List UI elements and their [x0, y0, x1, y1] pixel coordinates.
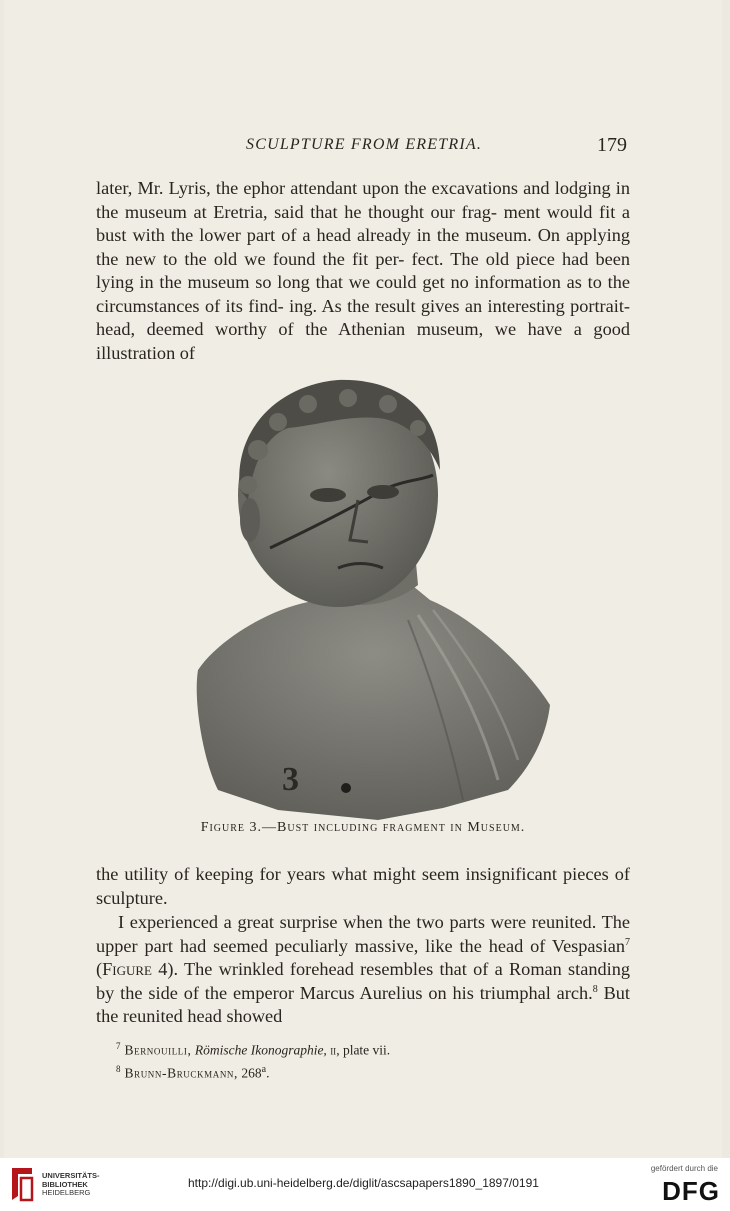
library-line: UNIVERSITÄTS-: [42, 1171, 100, 1180]
library-name: [42, 1172, 100, 1198]
footnote-ref-8: 8: [592, 983, 598, 995]
body-paragraph-1: later, Mr. Lyris, the ephor attendant upon the excavations and lodging in the museum at Eretria, said that he thought our frag- ment would fit a bust with the lower part of a head already in the museum. On applying the new to the old we found the fit per- fect. The old piece had been lying in the museum so long that we could get no information as to the circumstances of its find- ing. As the result gives an interesting portrait-head, deemed worthy of the Athenian museum, we have a good illustration of: [96, 178, 630, 363]
university-library-logo-icon: [8, 1166, 36, 1202]
footnote-author: Brunn-Bruckmann,: [124, 1065, 238, 1080]
footnote-detail: , plate vii.: [336, 1042, 391, 1058]
body-paragraph-2: the utility of keeping for years what might seem insignificant pieces of sculpture.: [96, 864, 630, 908]
bust-illustration: [178, 370, 554, 825]
footnote-ref-7: 7: [625, 936, 630, 948]
library-line: BIBLIOTHEK: [42, 1179, 88, 1189]
funder-tagline: gefördert durch die: [650, 1164, 718, 1173]
footnote-7: [116, 1037, 636, 1060]
page-number: 179: [597, 134, 627, 156]
footnote-tail: .: [266, 1065, 270, 1080]
bust-number-label: 3: [282, 761, 299, 798]
paragraph-text: I experienced a great surprise when the two parts were reunited. The upper part had seemed peculiarly massive, like the head of Vespasian: [96, 912, 630, 956]
footnote-work: Römische Ikonographie,: [194, 1042, 327, 1058]
footnote-author: Bernouilli,: [124, 1042, 192, 1058]
dfg-logo: DFG: [662, 1176, 720, 1206]
footnote-8: [116, 1060, 636, 1083]
paragraph-text: ). The wrinkled forehead resembles that of a Roman standing by the side of the emperor Marcus Aurelius on his triumphal arch.: [96, 959, 630, 1003]
footnotes: [116, 1037, 636, 1082]
body-paragraph-3: [96, 911, 630, 1029]
paragraph-text: (: [96, 959, 103, 979]
library-line: HEIDELBERG: [42, 1188, 91, 1197]
digitization-footer: [0, 1158, 730, 1211]
running-title: SCULPTURE FROM ERETRIA.: [246, 136, 483, 153]
figure-caption: Figure 3.—Bust including fragment in Museum.: [200, 820, 526, 835]
figure-bust-photo: [178, 370, 554, 825]
figure-reference: Figure 4: [102, 959, 168, 979]
footnote-volume: ii: [330, 1042, 337, 1058]
paragraph-text: But the reunited head showed: [96, 982, 630, 1026]
footnote-superscript: a: [261, 1063, 267, 1075]
footnote-number: 7: [116, 1041, 121, 1051]
footnote-number: 8: [116, 1063, 121, 1074]
running-header: [0, 134, 730, 162]
source-url-link[interactable]: http://digi.ub.uni-heidelberg.de/diglit/ascsapapers1890_1897/0191: [188, 1176, 539, 1190]
footnote-detail: 268: [238, 1065, 262, 1080]
